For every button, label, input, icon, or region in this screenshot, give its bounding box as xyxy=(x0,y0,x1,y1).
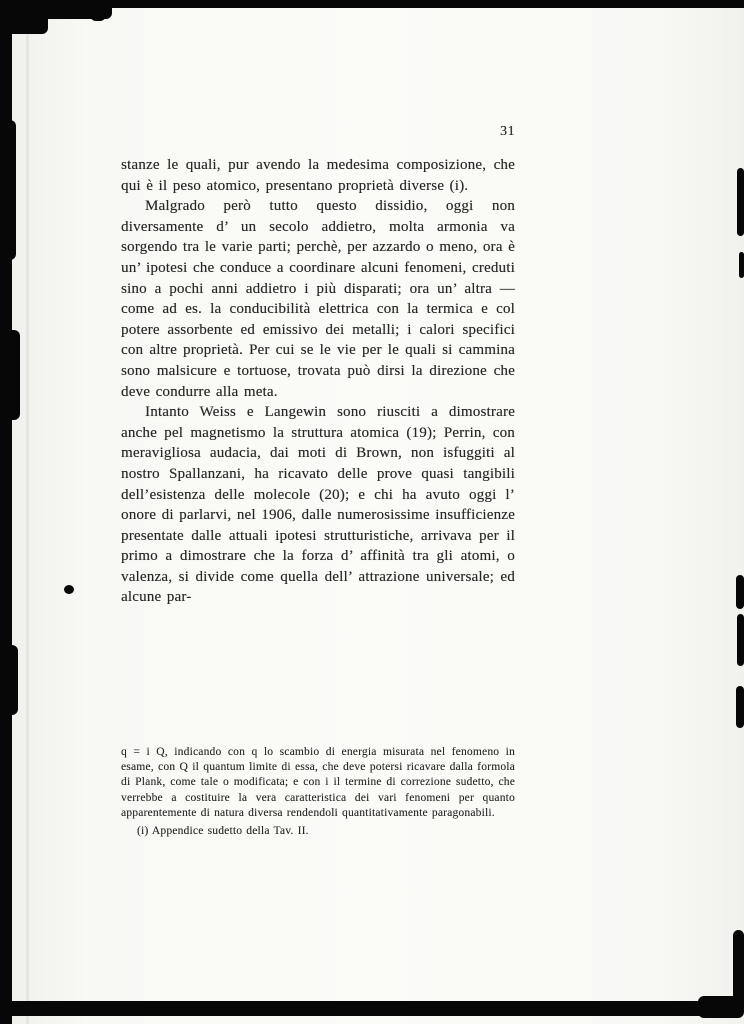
scan-artifact-bottom-bar xyxy=(6,1001,738,1016)
scan-artifact-bottom-right-blob xyxy=(698,996,744,1018)
scan-artifact-right-mark-4 xyxy=(737,614,744,666)
scan-crease xyxy=(26,0,29,1024)
scan-artifact-right-mark-3 xyxy=(736,575,744,609)
scan-artifact-left-bump-1 xyxy=(0,120,16,260)
scan-artifact-right-mark-1 xyxy=(737,168,744,236)
scan-artifact-right-mark-2 xyxy=(739,252,744,278)
scan-artifact-ink-speck xyxy=(64,585,74,594)
scan-artifact-top-notch xyxy=(90,6,106,21)
paragraph: Malgrado però tutto questo dissidio, oggi non diversamente d’ un secolo addietro, molta armonia va sorgendo tra le varie parti; perchè, per azzardo o meno, ora è un’ ipotesi che conduce a coordinare alcuni fenomeni, creduti sino a pochi anni addietro i più disparati; ora un’ altra — come ad es. la conducibilità elettrica con la termica e col potere assorbente ed emissivo dei metalli; i calori specifici con altre proprietà. Per cui se le vie per le quali si cammina sono malsicure e tortuose, trovata può dirsi la direzione che deve condurre alla meta. xyxy=(121,198,515,400)
footnote-paragraph: (i) Appendice sudetto della Tav. II. xyxy=(137,825,309,838)
page-number: 31 xyxy=(500,124,515,139)
scan-artifact-left-bump-2 xyxy=(0,330,20,420)
footnote xyxy=(121,745,515,839)
main-text xyxy=(121,155,515,608)
footnote-paragraph: q = i Q, indicando con q lo scambio di energia misurata nel fenomeno in esame, con Q il quantum limite di essa, che deve potersi ricavare dalla formola di Plank, come tale o modificata; e con i il termine di correzione sudetto, che verrebbe a costituire la vera caratteristica dei vari fenomeni per quanto apparentemente di natura diversa rendendoli quantitativamente paragonabili. xyxy=(121,746,515,819)
paragraph: Intanto Weiss e Langewin sono riusciti a dimostrare anche pel magnetismo la struttura atomica (19); Perrin, con meravigliosa audacia, dai moti di Brown, non isfuggiti al nostro Spallanzani, ha ricavato delle prove quasi tangibili dell’esistenza delle molecole (20); e chi ha avuto oggi l’ onore di parlarvi, nel 1906, dalle numerosissime insufficienze presentate dalle attuali ipotesi strutturistiche, arrivava per il primo a dimostrare che la forza d’ affinità tra gli atomi, o valenza, si divide come quella dell’ attrazione universale; ed alcune par- xyxy=(121,404,515,606)
paragraph: stanze le quali, pur avendo la medesima composizione, che qui è il peso atomico, presentano proprietà diverse (i). xyxy=(121,157,515,194)
scan-artifact-left-bump-3 xyxy=(0,645,18,715)
scan-artifact-right-mark-5 xyxy=(736,686,744,728)
